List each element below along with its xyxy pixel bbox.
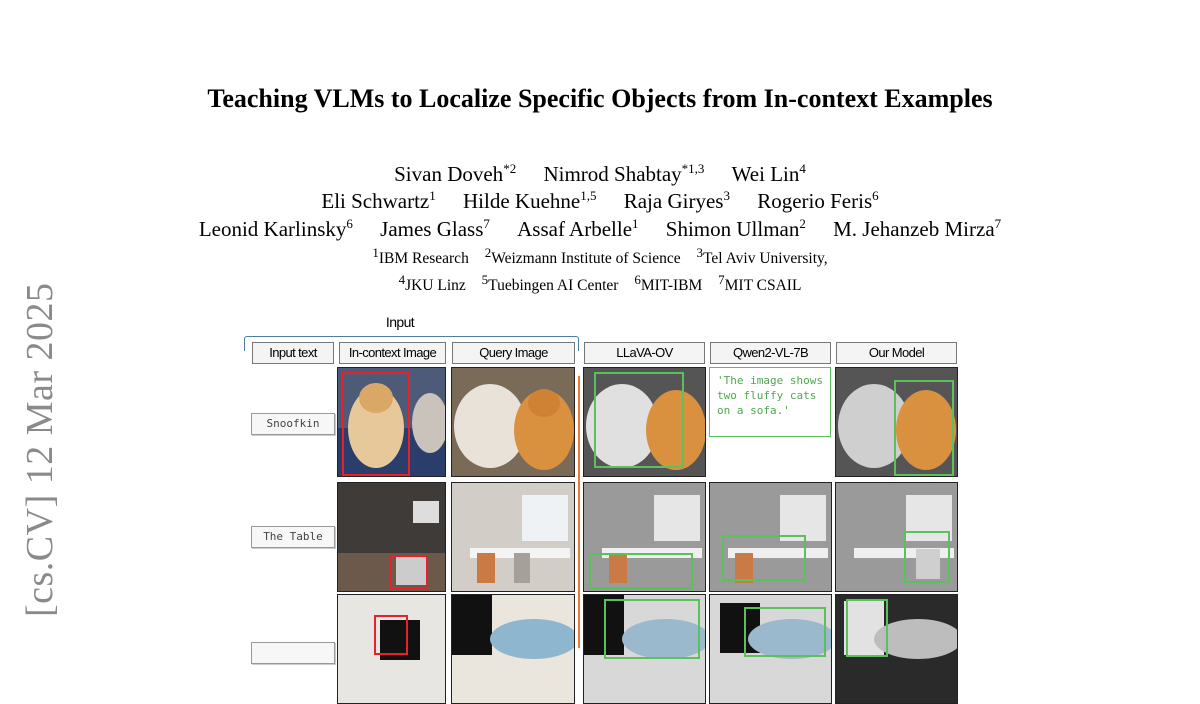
column-header-input-text: Input text [252, 342, 334, 364]
prediction-box [846, 599, 888, 657]
affiliation: $^6$MIT-IBM [634, 271, 703, 294]
affiliation-row [0, 271, 1200, 295]
arxiv-side-stamp: [cs.CV] 12 Mar 2025 [19, 282, 61, 617]
author: Assaf Arbelle$^1$ [517, 216, 639, 241]
author: Eli Schwartz$^1$ [321, 188, 436, 213]
author: James Glass$^7$ [380, 216, 490, 241]
prediction-box [894, 380, 954, 476]
affiliation-row [0, 244, 1200, 268]
affiliation: $^2$Weizmann Institute of Science [484, 244, 681, 267]
prediction-box [604, 599, 700, 659]
prediction-box [594, 372, 684, 468]
author: Nimrod Shabtay$^{*1,3}$ [543, 161, 705, 186]
prediction-box [589, 553, 693, 589]
qwen-output-table [709, 482, 832, 592]
affiliation: $^7$MIT CSAIL [718, 271, 802, 294]
prediction-box [722, 535, 806, 581]
column-header-llava: LLaVA-OV [584, 342, 705, 364]
in-context-box [390, 555, 428, 589]
affiliation: $^5$Tuebingen AI Center [481, 271, 619, 294]
input-group-label: Input [385, 314, 415, 330]
prediction-box [744, 607, 826, 657]
column-header-our-model: Our Model [836, 342, 957, 364]
author: M. Jehanzeb Mirza$^7$ [833, 216, 1002, 241]
column-header-in-context-image: In-context Image [339, 342, 446, 364]
in-context-image-mug [337, 594, 446, 704]
row-label-the-table: The Table [251, 526, 335, 548]
author: Rogerio Feris$^6$ [757, 188, 879, 213]
paper-title: Teaching VLMs to Localize Specific Objects from In-context Examples [207, 84, 993, 113]
author-row [0, 162, 1200, 187]
author: Wei Lin$^4$ [731, 161, 806, 186]
llava-output-table [583, 482, 706, 592]
affiliation: $^4$JKU Linz [398, 271, 466, 294]
in-context-box [374, 615, 408, 655]
query-image-table [451, 482, 575, 592]
author: Hilde Kuehne$^{1,5}$ [463, 188, 597, 213]
our-model-output-table [835, 482, 958, 592]
author: Leonid Karlinsky$^6$ [198, 216, 353, 241]
author: Shimon Ullman$^2$ [665, 216, 806, 241]
llava-output-cats [583, 367, 706, 477]
qwen-output-mug [709, 594, 832, 704]
author-row [0, 217, 1200, 242]
in-context-image-table [337, 482, 446, 592]
row-label-mug [251, 642, 335, 664]
author: Raja Giryes$^3$ [623, 188, 730, 213]
row-label-snoofkin: Snoofkin [251, 413, 335, 435]
our-model-output-mug [835, 594, 958, 704]
our-model-output-cats [835, 367, 958, 477]
affiliation: $^1$IBM Research [372, 244, 469, 267]
in-context-box [342, 372, 410, 476]
column-header-query-image: Query Image [452, 342, 575, 364]
qwen-text-answer: 'The image shows two fluffy cats on a sofa.' [709, 367, 831, 437]
query-image-mug [451, 594, 575, 704]
author: Sivan Doveh$^{*2}$ [394, 161, 517, 186]
column-header-qwen: Qwen2-VL-7B [710, 342, 831, 364]
llava-output-mug [583, 594, 706, 704]
affiliation: $^3$Tel Aviv University, [696, 244, 828, 267]
in-context-image-cat [337, 367, 446, 477]
prediction-box [904, 531, 950, 583]
query-image-cats [451, 367, 575, 477]
input-output-divider [578, 376, 580, 648]
author-row [0, 189, 1200, 214]
